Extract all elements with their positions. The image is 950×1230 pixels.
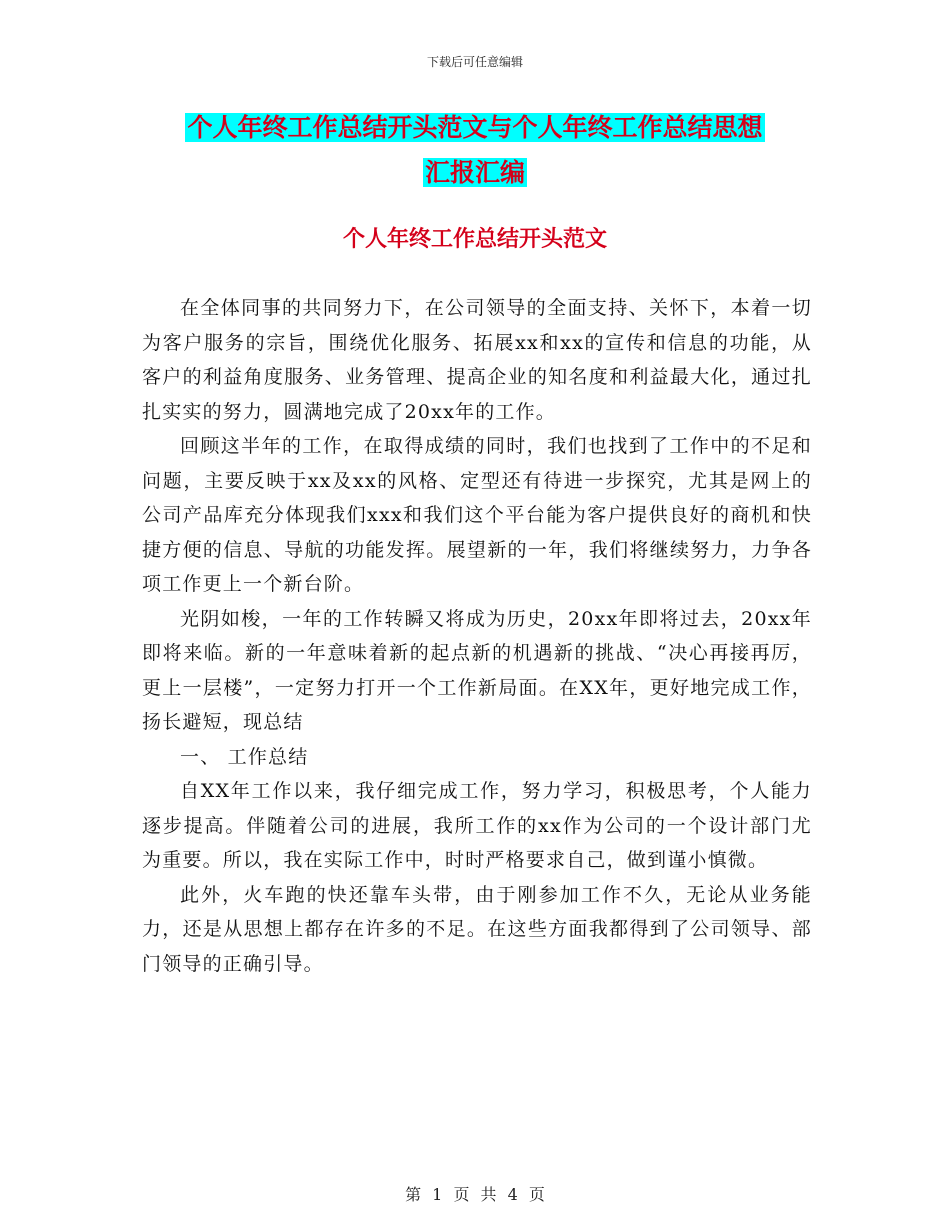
- document-title-text-1: 个人年终工作总结开头范文与个人年终工作总结思想: [187, 113, 763, 142]
- document-title-text-2: 汇报汇编: [424, 158, 525, 187]
- paragraph-outlook: 光阴如梭，一年的工作转瞬又将成为历史，20xx年即将过去，20xx年即将来临。新的一年意味着新的起点新的机遇新的挑战、“决心再接再厉，更上一层楼”，一定努力打开一个工作新局面。在XX年，更好地完成工作，扬长避短，现总结: [142, 607, 812, 733]
- paragraph-intro: 在全体同事的共同努力下，在公司领导的全面支持、关怀下，本着一切为客户服务的宗旨，围绕优化服务、拓展xx和xx的宣传和信息的功能，从客户的利益角度服务、业务管理、提高企业的知名度和利益最大化，通过扎扎实实的努力，圆满地完成了20xx年的工作。: [142, 297, 812, 423]
- subheading-work-summary: 一、 工作总结: [180, 745, 309, 768]
- paragraph-guidance: 此外，火车跑的快还靠车头带，由于刚参加工作不久，无论从业务能力，还是从思想上都存在许多的不足。在这些方面我都得到了公司领导、部门领导的正确引导。: [142, 883, 812, 975]
- paragraph-work-summary: 自XX年工作以来，我仔细完成工作，努力学习，积极思考，个人能力逐步提高。伴随着公司的进展，我所工作的xx作为公司的一个设计部门尤为重要。所以，我在实际工作中，时时严格要求自己，做到谨小慎微。: [142, 780, 812, 871]
- paragraph-review: 回顾这半年的工作，在取得成绩的同时，我们也找到了工作中的不足和问题，主要反映于xx及xx的风格、定型还有待进一步探究，尤其是网上的公司产品库充分体现我们xxx和我们这个平台能为客户提供良好的商机和快捷方便的信息、导航的功能发挥。展望新的一年，我们将继续努力，力争各项工作更上一个新台阶。: [142, 435, 812, 595]
- body-text: [142, 291, 812, 981]
- document-title-line-2: [0, 155, 950, 191]
- page-number-footer: 第 1 页 共 4 页: [405, 1185, 545, 1204]
- section-title: 个人年终工作总结开头范文: [342, 226, 607, 252]
- page-header-note: 下载后可任意编辑: [426, 55, 523, 69]
- document-title-line-1: [0, 110, 950, 146]
